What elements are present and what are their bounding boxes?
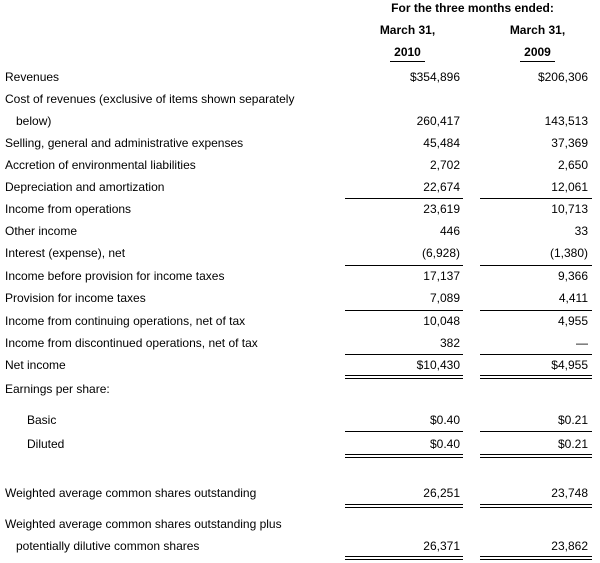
row-label: Income from continuing operations, net of tax	[5, 314, 246, 328]
row-cost-of-revenues-line1	[0, 92, 600, 108]
value-2009: $0.21	[557, 413, 588, 427]
value-2010: 2,702	[429, 158, 460, 172]
row-depreciation	[0, 180, 600, 196]
row-label: Interest (expense), net	[5, 246, 126, 260]
row-label: Weighted average common shares outstanding plus	[5, 517, 282, 531]
row-label: Revenues	[5, 70, 60, 84]
row-provision-for-taxes	[0, 291, 600, 307]
value-2010: 26,371	[423, 539, 460, 553]
row-label: Other income	[5, 224, 78, 238]
row-label: potentially dilutive common shares	[16, 539, 200, 553]
row-income-from-operations	[0, 202, 600, 218]
value-2010: 10,048	[423, 314, 460, 328]
value-2010: (6,928)	[421, 246, 460, 260]
total-double-rule	[480, 504, 592, 508]
row-income-discontinued-ops	[0, 336, 600, 352]
row-label: Accretion of environmental liabilities	[5, 158, 196, 172]
row-other-income	[0, 224, 600, 240]
value-2009: 4,411	[558, 291, 588, 305]
value-2009: 4,955	[557, 314, 588, 328]
row-label: Weighted average common shares outstanding	[5, 486, 257, 500]
row-label: Income from discontinued operations, net of tax	[5, 336, 258, 350]
value-2010: 7,089	[429, 291, 460, 305]
row-revenues	[0, 70, 600, 86]
row-interest	[0, 246, 600, 262]
value-2009: 37,369	[551, 136, 588, 150]
value-2009: 9,366	[557, 269, 588, 283]
value-2010: $0.40	[429, 413, 460, 427]
value-2010: 23,619	[423, 202, 460, 216]
subtotal-rule	[480, 354, 592, 355]
value-2009: $206,306	[537, 70, 588, 84]
subtotal-rule	[480, 198, 592, 199]
value-2009: 23,748	[551, 486, 588, 500]
total-double-rule	[480, 556, 592, 560]
subtotal-rule	[480, 265, 592, 266]
total-double-rule	[345, 375, 463, 379]
value-2009: 10,713	[551, 202, 588, 216]
value-2010: 26,251	[423, 486, 460, 500]
value-2010: $354,896	[409, 70, 460, 84]
value-2010: 45,484	[423, 136, 460, 150]
value-2009: $4,955	[551, 358, 588, 372]
subtotal-rule	[345, 431, 463, 432]
row-label: Depreciation and amortization	[5, 180, 165, 194]
col-2010-date: March 31,	[379, 23, 436, 37]
subtotal-rule	[480, 431, 592, 432]
row-label: Income from operations	[5, 202, 132, 216]
value-2010: 382	[439, 336, 460, 350]
total-double-rule	[345, 556, 463, 560]
subtotal-rule	[345, 310, 463, 311]
col-2010-year: 2010	[394, 45, 421, 59]
value-2009: $0.21	[557, 437, 588, 451]
row-accretion	[0, 158, 600, 174]
row-label: Income before provision for income taxes	[5, 269, 225, 283]
row-eps-basic	[0, 413, 600, 429]
value-2009: (1,380)	[549, 246, 588, 260]
year-underline-2009	[520, 61, 555, 62]
row-eps-diluted	[0, 437, 600, 453]
row-eps-heading	[0, 382, 600, 398]
value-2010: $10,430	[416, 358, 460, 372]
total-double-rule	[345, 454, 463, 458]
value-2010: 260,417	[416, 114, 460, 128]
row-label: below)	[16, 114, 52, 128]
subtotal-rule	[345, 354, 463, 355]
row-sga	[0, 136, 600, 152]
value-2010: $0.40	[429, 437, 460, 451]
subtotal-rule	[345, 265, 463, 266]
row-label: Cost of revenues (exclusive of items shown separately	[5, 92, 295, 106]
total-double-rule	[480, 375, 592, 379]
row-weighted-avg-dilutive	[0, 539, 600, 555]
row-net-income	[0, 358, 600, 374]
period-heading: For the three months ended:	[391, 1, 554, 15]
row-label: Selling, general and administrative expenses	[5, 136, 244, 150]
total-double-rule	[480, 454, 592, 458]
value-2009: 12,061	[551, 180, 588, 194]
col-2009-date: March 31,	[509, 23, 566, 37]
row-label: Diluted	[27, 437, 65, 451]
row-label: Net income	[5, 358, 66, 372]
row-label: Basic	[27, 413, 57, 427]
row-income-before-taxes	[0, 269, 600, 285]
value-2010: 446	[439, 224, 460, 238]
row-label: Provision for income taxes	[5, 291, 146, 305]
value-2009: —	[576, 336, 588, 350]
row-cost-of-revenues	[0, 114, 600, 130]
row-weighted-avg-shares	[0, 486, 600, 502]
value-2009: 23,862	[551, 539, 588, 553]
subtotal-rule	[345, 198, 463, 199]
year-underline-2010	[390, 61, 425, 62]
value-2009: 143,513	[544, 114, 588, 128]
total-double-rule	[345, 504, 463, 508]
col-2009-year: 2009	[524, 45, 551, 59]
subtotal-rule	[480, 310, 592, 311]
row-weighted-avg-dilutive-line1	[0, 517, 600, 533]
value-2010: 22,674	[423, 180, 460, 194]
row-income-continuing-ops	[0, 314, 600, 330]
value-2009: 33	[574, 224, 588, 238]
row-label: Earnings per share:	[5, 382, 110, 396]
value-2009: 2,650	[557, 158, 588, 172]
value-2010: 17,137	[423, 269, 460, 283]
